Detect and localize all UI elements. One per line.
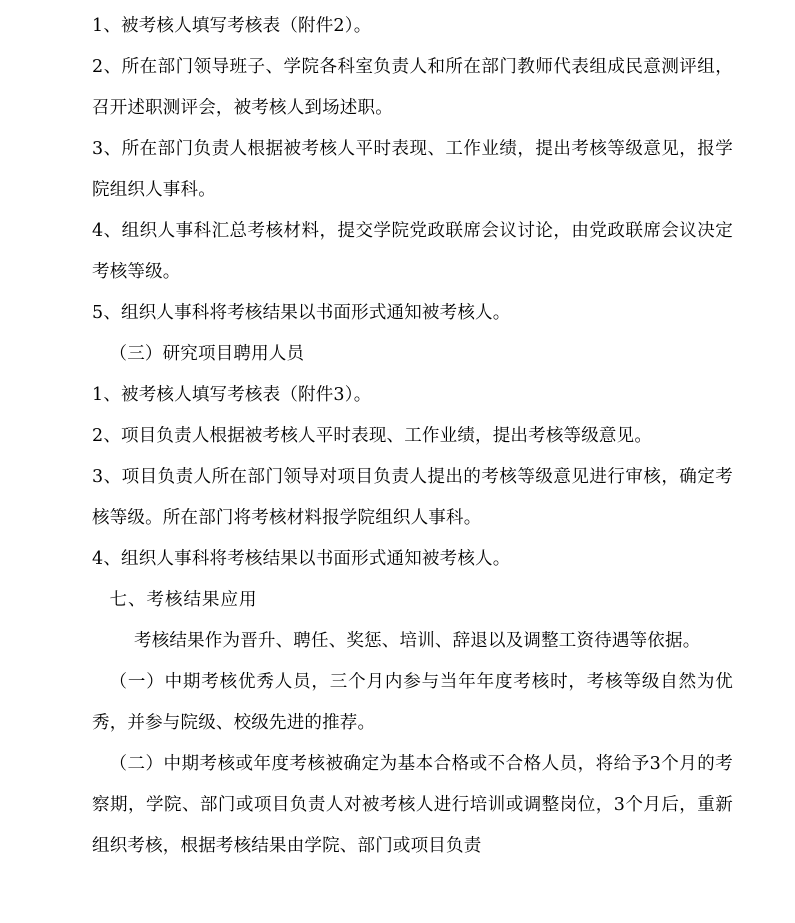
paragraph: 1、被考核人填写考核表（附件2）。 bbox=[92, 16, 372, 36]
paragraph: （一）中期考核优秀人员，三个月内参与当年年度考核时，考核等级自然为优秀，并参与院级、校级先进的推荐。 bbox=[92, 672, 733, 733]
section-heading: 七、考核结果应用 bbox=[109, 590, 258, 610]
paragraph: 2、所在部门领导班子、学院各科室负责人和所在部门教师代表组成民意测评组，召开述职测评会，被考核人到场述职。 bbox=[92, 57, 733, 118]
paragraph: 考核结果作为晋升、聘任、奖惩、培训、辞退以及调整工资待遇等依据。 bbox=[134, 631, 701, 651]
paragraph: （二）中期考核或年度考核被确定为基本合格或不合格人员，将给予3个月的考察期，学院、部门或项目负责人对被考核人进行培训或调整岗位，3个月后，重新组织考核，根据考核结果由学院、部门或项目负责 bbox=[92, 754, 733, 856]
paragraph: 4、组织人事科汇总考核材料，提交学院党政联席会议讨论，由党政联席会议决定考核等级。 bbox=[92, 221, 733, 282]
paragraph: 1、被考核人填写考核表（附件3）。 bbox=[92, 385, 372, 405]
paragraph: 3、所在部门负责人根据被考核人平时表现、工作业绩，提出考核等级意见，报学院组织人事科。 bbox=[92, 139, 733, 200]
paragraph: 3、项目负责人所在部门领导对项目负责人提出的考核等级意见进行审核，确定考核等级。所在部门将考核材料报学院组织人事科。 bbox=[92, 467, 733, 528]
section-subheading: （三）研究项目聘用人员 bbox=[109, 344, 305, 364]
paragraph: 4、组织人事科将考核结果以书面形式通知被考核人。 bbox=[92, 549, 511, 569]
paragraph: 2、项目负责人根据被考核人平时表现、工作业绩，提出考核等级意见。 bbox=[92, 426, 653, 446]
paragraph: 5、组织人事科将考核结果以书面形式通知被考核人。 bbox=[92, 303, 511, 323]
